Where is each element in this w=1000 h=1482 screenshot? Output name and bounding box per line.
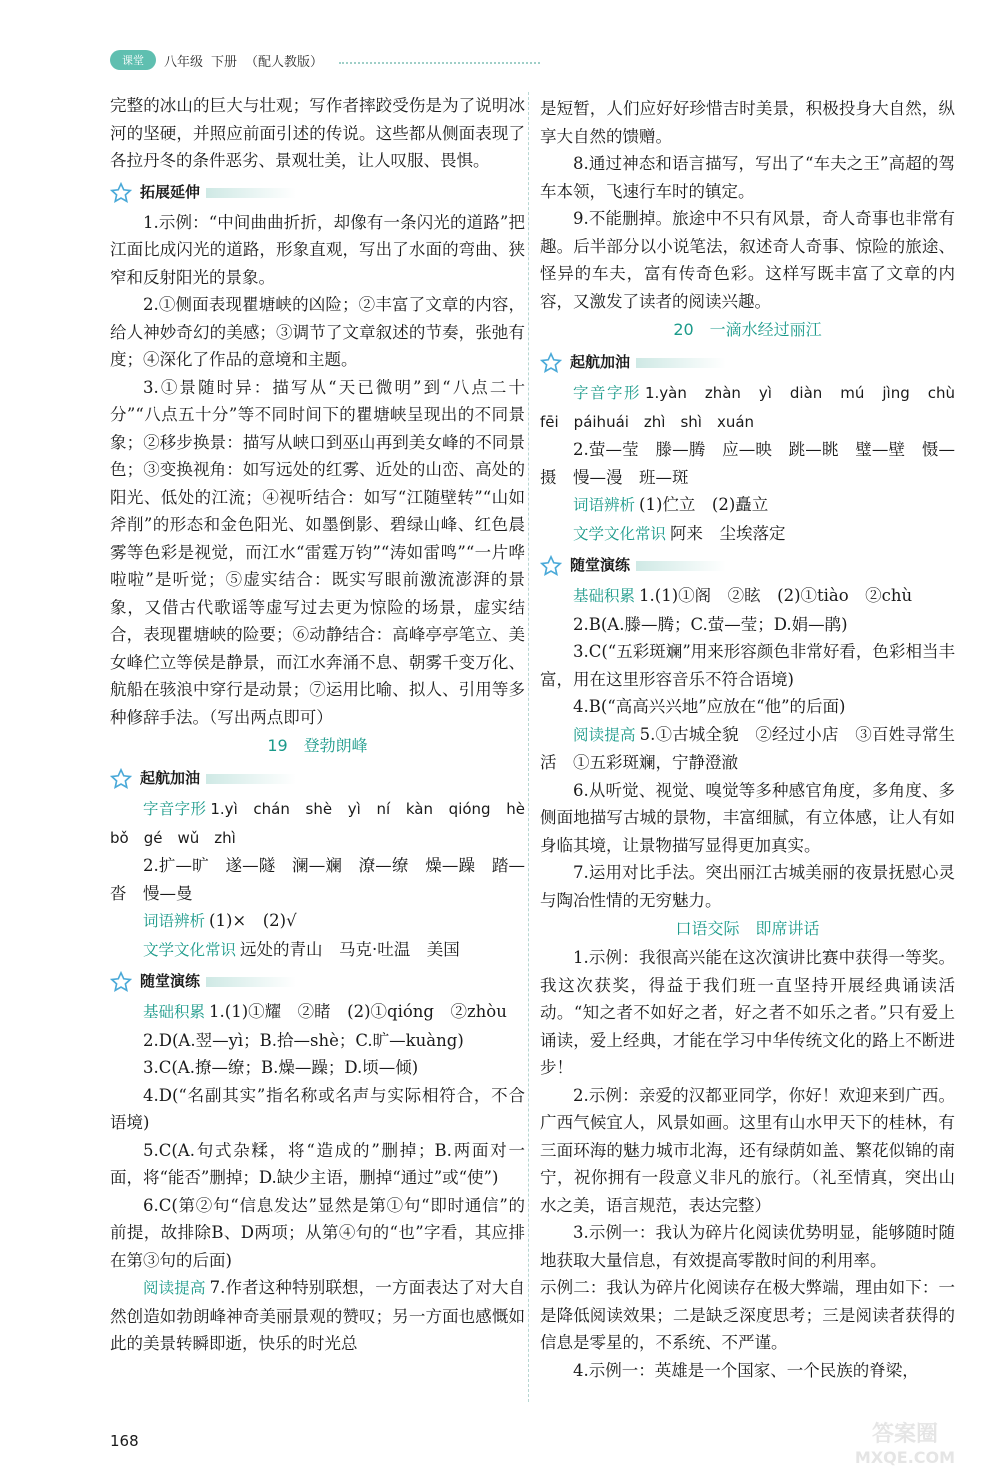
paragraph: 3.示例一：我认为碎片化阅读优势明显，能够随时随地获取大量信息，有效提高零散时间的利用率。	[540, 1223, 955, 1270]
star-icon	[110, 768, 132, 790]
answer-line	[110, 1274, 525, 1358]
edition-label: （配人教版）	[245, 54, 324, 70]
column-divider	[528, 92, 529, 1402]
section-title: 拓展延伸	[140, 182, 201, 201]
answer-text: 阿来 尘埃落定	[670, 523, 786, 543]
answer-line	[540, 379, 970, 436]
paragraph: 示例二：我认为碎片化阅读存在极大弊端，理由如下：一是降低阅读效果；二是缺乏深度思考；三是阅读者获得的信息是零星的，不系统、不严谨。	[540, 1278, 955, 1352]
watermark-line: 答案圈	[871, 1422, 938, 1447]
volume-label: 下册	[211, 54, 238, 70]
paragraph: 4.D(“名副其实”指名称或名声与实际相符合，不合语境)	[110, 1085, 525, 1132]
tag-label: 文学文化常识	[143, 940, 237, 959]
page-header	[110, 48, 540, 72]
heading-bar	[636, 358, 726, 368]
answer-line	[110, 795, 540, 852]
answer-text: 1.(1)①阁 ②眩 (2)①tiào ②chù	[639, 586, 913, 605]
heading-bar	[636, 561, 726, 571]
tag-label: 基础积累	[573, 587, 636, 605]
answer-text: 远处的青山 马克·吐温 美国	[240, 939, 460, 959]
paragraph: 完整的冰山的巨大与壮观；写作者摔跤受伤是为了说明冰河的坚硬，并照应前面引述的传说。这些都从侧面表现了各拉丹冬的条件恶劣、景观壮美，让人叹服、畏惧。	[110, 96, 525, 170]
answer-line	[540, 520, 955, 549]
paragraph: 1.示例：“中间曲曲折折，却像有一条闪光的道路”把江面比成闪光的道路，形象直观，写出了水面的弯曲、狭窄和反射阳光的景象。	[110, 212, 525, 287]
chapter-title-20: 20 一滴水经过丽江	[673, 320, 822, 339]
paragraph: 3.①景随时异：描写从“天已微明”到“八点二十分”“八点五十分”等不同时间下的瞿塘峡呈现出的不同景象；②移步换景：描写从峡口到巫山再到美女峰的不同景色；③变换视角：如写远处的红雾、近处的山峦、高处的阳光、低处的江流；④视听结合：如写“江随壁转”“山如斧削”的形态和金色阳光、如墨倒影、碧绿山峰、红色晨雾等色彩是视觉，而江水“雷霆万钧”“涛如雷鸣”“一片哗啦啦”是听觉；⑤虚实结合：既实写眼前激流澎湃的景象，又借古代歌谣等虚写过去更为惊险的场景，虚实结合，表现瞿塘峡的险要；⑥动静结合：高峰亭亭笔立、美女峰伫立等侯是静景，而江水奔涌不息、朝雾千变万化、航船在骇浪中穿行是动景；⑦运用比喻、拟人、引用等多种修辞手法。（写出两点即可）	[110, 377, 525, 727]
paragraph: 6.C(第②句“信息发达”显然是第①句“即时通信”的前提，故排除B、D两项；从第④句的“也”字看，其应排在第③句的后面)	[110, 1195, 525, 1270]
pinyin-answers: 1.yàn zhàn yì diàn mú jìng chù fēi páihuái zhì shì xuán	[540, 384, 970, 431]
star-icon	[110, 182, 132, 204]
section-heading-qihang	[540, 349, 955, 377]
paragraph: 8.通过神态和语言描写，写出了“车夫之王”高超的驾车本领，飞速行车时的镇定。	[540, 154, 955, 201]
section-heading-extend	[110, 179, 525, 207]
answer-text: (1)伫立 (2)矗立	[639, 495, 769, 514]
paragraph: 2.示例：亲爱的汉都亚同学，你好！欢迎来到广西。广西气候宜人，风景如画。这里有山水甲天下的桂林，有三面环海的魅力城市北海，还有绿荫如盖、繁花似锦的南宁，祝你拥有一段意义非凡的旅行。（礼至情真，突出山水之美，语言规范，表达完整）	[540, 1085, 955, 1215]
answer-line	[540, 721, 955, 777]
tag-label: 字音字形	[143, 800, 207, 818]
paragraph: 2.D(A.翌—yì；B.拾—shè；C.旷—kuàng)	[143, 1030, 464, 1050]
tag-label: 词语辨析	[573, 496, 636, 514]
heading-bar	[206, 774, 296, 784]
tag-label: 阅读提高	[573, 725, 636, 744]
heading-bar	[206, 977, 296, 987]
star-icon	[540, 555, 562, 577]
oral-communication-title: 口语交际 即席讲话	[675, 919, 820, 938]
left-column	[110, 92, 540, 1358]
paragraph: 2.B(A.滕—腾；C.萤—莹；D.娟—鹃)	[573, 614, 848, 634]
paragraph: 2.①侧面表现瞿塘峡的凶险；②丰富了文章的内容，给人神妙奇幻的美感；③调节了文章叙述的节奏，张弛有度；④深化了作品的意境和主题。	[110, 295, 525, 369]
paragraph: 4.B(“高高兴兴地”应放在“他”的后面)	[573, 697, 846, 716]
answer-text: 1.(1)①耀 ②睹 (2)①qióng ②zhòu	[209, 1002, 507, 1021]
tag-label: 文学文化常识	[573, 524, 667, 543]
watermark	[830, 1412, 980, 1472]
section-title: 随堂演练	[140, 972, 201, 991]
answer-line	[540, 582, 955, 611]
answer-line	[110, 907, 525, 936]
paragraph: 2.扩—旷 遂—隧 澜—斓 潦—缭 燥—躁 踏—沓 慢—曼	[110, 856, 525, 903]
answer-line	[110, 998, 525, 1027]
paragraph: 2.萤—莹 滕—腾 应—映 跳—眺 璧—壁 慑—摄 慢—漫 班—斑	[540, 440, 955, 487]
paragraph: 5.C(A.句式杂糅，将“造成的”删掉；B.两面对一面，将“能否”删掉；D.缺少主语，删掉“通过”或“使”)	[110, 1140, 525, 1187]
series-logo: 课堂	[110, 50, 156, 70]
right-column	[540, 95, 970, 1384]
answer-line	[110, 936, 525, 965]
section-heading-suitang	[110, 968, 525, 996]
paragraph: 9.不能删掉。旅途中不只有风景，奇人奇事也非常有趣。后半部分以小说笔法，叙述奇人奇事、惊险的旅途、怪异的车夫，富有传奇色彩。这样写既丰富了文章的内容，又激发了读者的阅读兴趣。	[540, 209, 955, 311]
chapter-title-19: 19 登勃朗峰	[267, 736, 368, 755]
answer-text: 7.作者这种特别联想，一方面表达了对大自然创造如勃朗峰神奇美丽景观的赞叹；另一方面也感慨如此的美景转瞬即逝，快乐的时光总	[110, 1278, 525, 1353]
paragraph: 7.运用对比手法。突出丽江古城美丽的夜景抚慰心灵与陶冶性情的无穷魅力。	[540, 863, 955, 910]
paragraph: 是短暂，人们应好好珍惜吉时美景，积极投身大自然，纵享大自然的馈赠。	[540, 99, 955, 146]
paragraph: 6.从听觉、视觉、嗅觉等多种感官角度，多角度、多侧面地描写古城的景物，丰富细腻，有立体感，让人有如身临其境，让景物描写显得更加真实。	[540, 780, 955, 855]
section-title: 随堂演练	[570, 556, 631, 575]
paragraph: 3.C(A.撩—缭；B.燥—躁；D.顷—倾)	[143, 1058, 419, 1077]
section-heading-qihang	[110, 765, 525, 793]
heading-bar	[206, 188, 296, 198]
tag-label: 词语辨析	[143, 912, 206, 930]
answer-text: (1)× (2)√	[209, 911, 297, 930]
tag-label: 阅读提高	[143, 1279, 206, 1297]
pinyin-answers: 1.yì chán shè yì ní kàn qióng hè bǒ gé wǔ zhì	[110, 800, 540, 847]
section-title: 起航加油	[140, 769, 201, 788]
section-title: 起航加油	[570, 353, 631, 372]
page-number: 168	[110, 1432, 139, 1450]
star-icon	[110, 971, 132, 993]
header-dotted-rule	[339, 56, 540, 64]
watermark-line: MXQE.COM	[854, 1448, 956, 1467]
tag-label: 基础积累	[143, 1003, 206, 1021]
section-heading-suitang	[540, 552, 955, 580]
paragraph: 4.示例一：英雄是一个国家、一个民族的脊梁，	[573, 1360, 919, 1380]
grade-label: 八年级	[164, 54, 204, 70]
paragraph: 3.C(“五彩斑斓”用来形容颜色非常好看，色彩相当丰富，用在这里形容音乐不符合语境)	[540, 642, 955, 689]
tag-label: 字音字形	[573, 384, 641, 402]
answer-line	[540, 491, 955, 520]
answer-text: 5.①古城全貌 ②经过小店 ③百姓寻常生活 ①五彩斑斓，宁静澄澈	[540, 724, 955, 772]
star-icon	[540, 352, 562, 374]
paragraph: 1.示例：我很高兴能在这次演讲比赛中获得一等奖。我这次获奖，得益于我们班一直坚持开展经典诵读活动。“知之者不如好之者，好之者不如乐之者。”只有爱上诵读，爱上经典，才能在学习中华传统文化的路上不断进步！	[540, 948, 955, 1077]
